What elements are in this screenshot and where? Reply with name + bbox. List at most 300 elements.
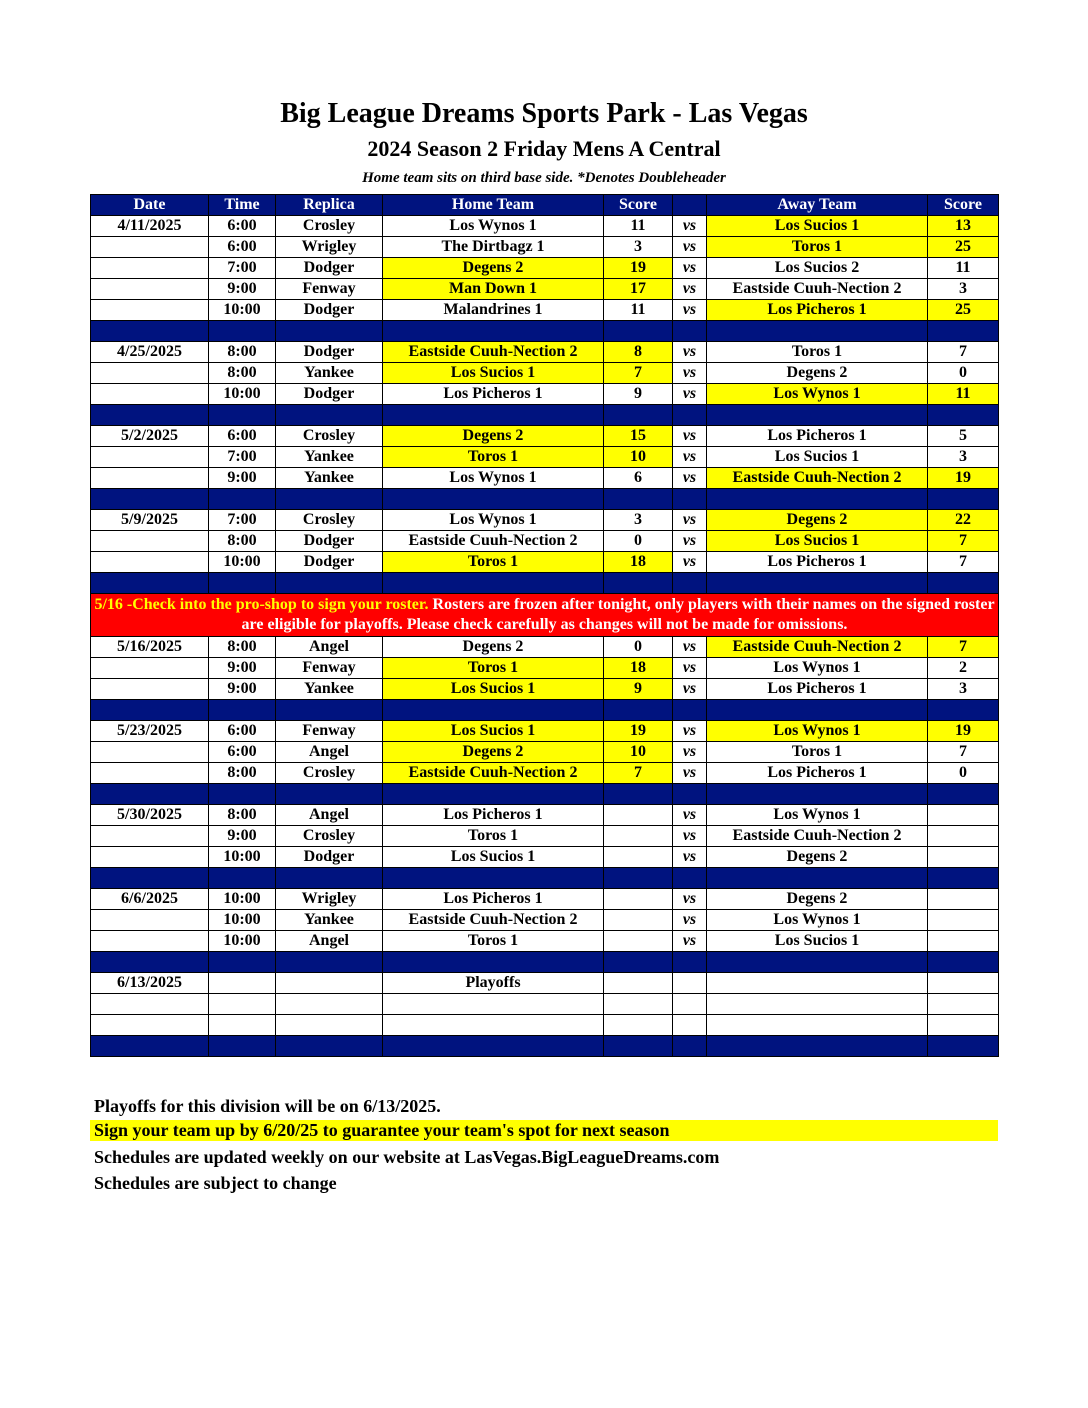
away-team-cell bbox=[707, 1015, 928, 1036]
home-team-cell: Los Wynos 1 bbox=[383, 510, 604, 531]
away-team-cell: Los Sucios 1 bbox=[707, 531, 928, 552]
field-cell: Angel bbox=[276, 931, 383, 952]
separator-row bbox=[91, 700, 999, 721]
separator-cell bbox=[209, 489, 276, 510]
away-team-cell: Toros 1 bbox=[707, 237, 928, 258]
separator-cell bbox=[673, 1036, 707, 1057]
field-cell: Yankee bbox=[276, 447, 383, 468]
separator-cell bbox=[604, 573, 673, 594]
field-cell: Angel bbox=[276, 637, 383, 658]
field-cell: Fenway bbox=[276, 279, 383, 300]
field-cell: Yankee bbox=[276, 679, 383, 700]
table-header-row bbox=[91, 195, 999, 216]
date-cell bbox=[91, 994, 209, 1015]
away-team-cell: Los Picheros 1 bbox=[707, 426, 928, 447]
separator-cell bbox=[276, 1036, 383, 1057]
time-cell: 8:00 bbox=[209, 531, 276, 552]
home-score-cell bbox=[604, 1015, 673, 1036]
separator-cell bbox=[91, 1036, 209, 1057]
separator-cell bbox=[928, 784, 999, 805]
field-cell: Yankee bbox=[276, 468, 383, 489]
date-cell bbox=[91, 531, 209, 552]
field-cell bbox=[276, 994, 383, 1015]
table-row bbox=[91, 889, 999, 910]
home-score-cell: 11 bbox=[604, 300, 673, 321]
away-score-cell bbox=[928, 805, 999, 826]
separator-cell bbox=[209, 573, 276, 594]
away-score-cell: 13 bbox=[928, 216, 999, 237]
separator-cell bbox=[209, 952, 276, 973]
col-vs bbox=[673, 195, 707, 216]
time-cell: 8:00 bbox=[209, 805, 276, 826]
away-team-cell: Degens 2 bbox=[707, 363, 928, 384]
home-team-cell: Malandrines 1 bbox=[383, 300, 604, 321]
away-team-cell: Degens 2 bbox=[707, 510, 928, 531]
col-home-score: Score bbox=[604, 195, 673, 216]
separator-row bbox=[91, 868, 999, 889]
date-cell: 5/2/2025 bbox=[91, 426, 209, 447]
table-row bbox=[91, 637, 999, 658]
home-team-cell: Toros 1 bbox=[383, 931, 604, 952]
home-team-cell: Toros 1 bbox=[383, 447, 604, 468]
home-score-cell: 19 bbox=[604, 258, 673, 279]
away-team-cell: Los Sucios 1 bbox=[707, 216, 928, 237]
separator-cell bbox=[707, 489, 928, 510]
away-team-cell: Los Wynos 1 bbox=[707, 805, 928, 826]
date-cell bbox=[91, 931, 209, 952]
away-team-cell: Toros 1 bbox=[707, 342, 928, 363]
away-score-cell: 0 bbox=[928, 763, 999, 784]
table-row bbox=[91, 216, 999, 237]
time-cell: 7:00 bbox=[209, 447, 276, 468]
table-row bbox=[91, 426, 999, 447]
home-score-cell bbox=[604, 910, 673, 931]
date-cell: 4/25/2025 bbox=[91, 342, 209, 363]
separator-cell bbox=[604, 784, 673, 805]
time-cell: 9:00 bbox=[209, 679, 276, 700]
vs-cell: vs bbox=[673, 826, 707, 847]
col-date: Date bbox=[91, 195, 209, 216]
home-score-cell bbox=[604, 931, 673, 952]
col-home-team: Home Team bbox=[383, 195, 604, 216]
away-score-cell: 25 bbox=[928, 237, 999, 258]
vs-cell: vs bbox=[673, 384, 707, 405]
separator-cell bbox=[707, 573, 928, 594]
time-cell: 6:00 bbox=[209, 216, 276, 237]
col-away-score: Score bbox=[928, 195, 999, 216]
separator-cell bbox=[276, 405, 383, 426]
date-cell bbox=[91, 258, 209, 279]
table-row bbox=[91, 973, 999, 994]
separator-cell bbox=[928, 573, 999, 594]
date-cell bbox=[91, 468, 209, 489]
away-team-cell bbox=[707, 994, 928, 1015]
time-cell: 10:00 bbox=[209, 847, 276, 868]
separator-cell bbox=[91, 784, 209, 805]
table-row bbox=[91, 468, 999, 489]
time-cell: 8:00 bbox=[209, 763, 276, 784]
separator-cell bbox=[673, 573, 707, 594]
vs-cell: vs bbox=[673, 342, 707, 363]
separator-cell bbox=[604, 868, 673, 889]
home-score-cell: 0 bbox=[604, 531, 673, 552]
roster-notice-lead: 5/16 -Check into the pro-shop to sign your roster. bbox=[94, 596, 433, 613]
field-cell: Angel bbox=[276, 805, 383, 826]
table-row bbox=[91, 384, 999, 405]
page-subtitle: 2024 Season 2 Friday Mens A Central bbox=[367, 136, 721, 161]
away-score-cell: 25 bbox=[928, 300, 999, 321]
table-row bbox=[91, 552, 999, 573]
home-team-cell: Toros 1 bbox=[383, 552, 604, 573]
date-cell bbox=[91, 279, 209, 300]
table-row bbox=[91, 279, 999, 300]
col-time: Time bbox=[209, 195, 276, 216]
field-cell: Crosley bbox=[276, 826, 383, 847]
separator-cell bbox=[383, 868, 604, 889]
separator-cell bbox=[383, 784, 604, 805]
away-team-cell: Eastside Cuuh-Nection 2 bbox=[707, 468, 928, 489]
away-team-cell: Degens 2 bbox=[707, 847, 928, 868]
vs-cell: vs bbox=[673, 931, 707, 952]
away-team-cell: Los Wynos 1 bbox=[707, 384, 928, 405]
separator-cell bbox=[276, 784, 383, 805]
separator-cell bbox=[209, 700, 276, 721]
separator-cell bbox=[91, 868, 209, 889]
vs-cell: vs bbox=[673, 763, 707, 784]
table-row bbox=[91, 447, 999, 468]
time-cell: 10:00 bbox=[209, 889, 276, 910]
field-cell: Wrigley bbox=[276, 237, 383, 258]
table-row bbox=[91, 994, 999, 1015]
separator-cell bbox=[209, 321, 276, 342]
table-row bbox=[91, 531, 999, 552]
table-row bbox=[91, 342, 999, 363]
separator-cell bbox=[707, 952, 928, 973]
away-score-cell: 3 bbox=[928, 279, 999, 300]
home-team-cell: Toros 1 bbox=[383, 826, 604, 847]
away-team-cell: Los Sucios 1 bbox=[707, 447, 928, 468]
separator-cell bbox=[209, 1036, 276, 1057]
home-team-cell: Los Wynos 1 bbox=[383, 216, 604, 237]
home-team-cell: Los Sucios 1 bbox=[383, 679, 604, 700]
away-team-cell: Los Wynos 1 bbox=[707, 721, 928, 742]
schedule-body bbox=[91, 216, 999, 1057]
away-team-cell: Los Picheros 1 bbox=[707, 552, 928, 573]
field-cell: Crosley bbox=[276, 763, 383, 784]
separator-cell bbox=[209, 405, 276, 426]
away-score-cell: 11 bbox=[928, 384, 999, 405]
field-cell: Yankee bbox=[276, 363, 383, 384]
separator-cell bbox=[707, 321, 928, 342]
separator-cell bbox=[673, 868, 707, 889]
separator-cell bbox=[91, 952, 209, 973]
separator-cell bbox=[604, 321, 673, 342]
separator-cell bbox=[383, 405, 604, 426]
date-cell bbox=[91, 1015, 209, 1036]
home-score-cell: 3 bbox=[604, 237, 673, 258]
table-row bbox=[91, 658, 999, 679]
col-away-team: Away Team bbox=[707, 195, 928, 216]
home-team-cell: Los Sucios 1 bbox=[383, 363, 604, 384]
home-team-cell: Los Picheros 1 bbox=[383, 889, 604, 910]
field-cell: Dodger bbox=[276, 531, 383, 552]
home-score-cell: 0 bbox=[604, 637, 673, 658]
away-score-cell: 3 bbox=[928, 447, 999, 468]
home-team-cell: The Dirtbagz 1 bbox=[383, 237, 604, 258]
date-cell bbox=[91, 910, 209, 931]
vs-cell: vs bbox=[673, 552, 707, 573]
away-score-cell: 19 bbox=[928, 721, 999, 742]
date-cell bbox=[91, 826, 209, 847]
separator-cell bbox=[604, 489, 673, 510]
home-score-cell: 19 bbox=[604, 721, 673, 742]
separator-cell bbox=[383, 489, 604, 510]
table-row bbox=[91, 742, 999, 763]
footer-playoffs: Playoffs for this division will be on 6/13/2025. bbox=[94, 1096, 441, 1116]
home-team-cell: Toros 1 bbox=[383, 658, 604, 679]
vs-cell: vs bbox=[673, 531, 707, 552]
time-cell: 9:00 bbox=[209, 279, 276, 300]
home-score-cell: 10 bbox=[604, 742, 673, 763]
separator-cell bbox=[707, 1036, 928, 1057]
vs-cell: vs bbox=[673, 447, 707, 468]
separator-cell bbox=[673, 321, 707, 342]
away-score-cell bbox=[928, 889, 999, 910]
home-score-cell: 18 bbox=[604, 552, 673, 573]
time-cell: 10:00 bbox=[209, 300, 276, 321]
time-cell: 7:00 bbox=[209, 258, 276, 279]
vs-cell: vs bbox=[673, 363, 707, 384]
field-cell: Dodger bbox=[276, 552, 383, 573]
home-score-cell: 7 bbox=[604, 763, 673, 784]
home-score-cell bbox=[604, 847, 673, 868]
table-row bbox=[91, 1015, 999, 1036]
separator-cell bbox=[928, 405, 999, 426]
separator-cell bbox=[209, 868, 276, 889]
date-cell bbox=[91, 742, 209, 763]
separator-cell bbox=[673, 489, 707, 510]
table-row bbox=[91, 510, 999, 531]
home-team-cell: Los Wynos 1 bbox=[383, 468, 604, 489]
field-cell: Angel bbox=[276, 742, 383, 763]
time-cell bbox=[209, 1015, 276, 1036]
separator-cell bbox=[383, 573, 604, 594]
home-team-cell: Degens 2 bbox=[383, 742, 604, 763]
time-cell: 7:00 bbox=[209, 510, 276, 531]
away-score-cell: 2 bbox=[928, 658, 999, 679]
footer-website: Schedules are updated weekly on our website at LasVegas.BigLeagueDreams.com bbox=[94, 1147, 720, 1167]
home-score-cell: 11 bbox=[604, 216, 673, 237]
away-team-cell: Los Picheros 1 bbox=[707, 679, 928, 700]
table-row bbox=[91, 679, 999, 700]
separator-cell bbox=[928, 321, 999, 342]
col-replica: Replica bbox=[276, 195, 383, 216]
separator-cell bbox=[91, 321, 209, 342]
vs-cell: vs bbox=[673, 679, 707, 700]
separator-cell bbox=[604, 405, 673, 426]
date-cell bbox=[91, 237, 209, 258]
home-team-cell: Playoffs bbox=[383, 973, 604, 994]
separator-cell bbox=[276, 952, 383, 973]
time-cell: 6:00 bbox=[209, 426, 276, 447]
separator-cell bbox=[707, 868, 928, 889]
separator-cell bbox=[91, 489, 209, 510]
separator-cell bbox=[928, 1036, 999, 1057]
separator-cell bbox=[276, 489, 383, 510]
date-cell: 6/13/2025 bbox=[91, 973, 209, 994]
home-score-cell: 10 bbox=[604, 447, 673, 468]
roster-notice bbox=[91, 594, 999, 637]
home-team-cell: Eastside Cuuh-Nection 2 bbox=[383, 342, 604, 363]
vs-cell: vs bbox=[673, 721, 707, 742]
separator-row bbox=[91, 573, 999, 594]
time-cell: 8:00 bbox=[209, 637, 276, 658]
home-team-cell: Degens 2 bbox=[383, 637, 604, 658]
away-score-cell bbox=[928, 973, 999, 994]
table-row bbox=[91, 258, 999, 279]
home-score-cell: 7 bbox=[604, 363, 673, 384]
separator-cell bbox=[928, 952, 999, 973]
field-cell: Crosley bbox=[276, 426, 383, 447]
home-score-cell: 3 bbox=[604, 510, 673, 531]
home-score-cell: 15 bbox=[604, 426, 673, 447]
field-cell: Dodger bbox=[276, 847, 383, 868]
time-cell: 10:00 bbox=[209, 931, 276, 952]
away-score-cell bbox=[928, 931, 999, 952]
home-team-cell: Los Picheros 1 bbox=[383, 384, 604, 405]
home-team-cell: Degens 2 bbox=[383, 258, 604, 279]
vs-cell: vs bbox=[673, 658, 707, 679]
vs-cell bbox=[673, 973, 707, 994]
away-score-cell: 7 bbox=[928, 342, 999, 363]
time-cell: 9:00 bbox=[209, 826, 276, 847]
separator-cell bbox=[91, 573, 209, 594]
separator-row bbox=[91, 489, 999, 510]
away-score-cell: 0 bbox=[928, 363, 999, 384]
away-team-cell: Los Wynos 1 bbox=[707, 910, 928, 931]
away-score-cell bbox=[928, 847, 999, 868]
footer-disclaimer: Schedules are subject to change bbox=[94, 1173, 337, 1193]
separator-cell bbox=[673, 700, 707, 721]
home-score-cell: 8 bbox=[604, 342, 673, 363]
home-team-cell: Eastside Cuuh-Nection 2 bbox=[383, 910, 604, 931]
away-score-cell: 7 bbox=[928, 531, 999, 552]
home-score-cell: 18 bbox=[604, 658, 673, 679]
home-score-cell bbox=[604, 994, 673, 1015]
page-title: Big League Dreams Sports Park - Las Vegas bbox=[280, 98, 808, 129]
vs-cell: vs bbox=[673, 216, 707, 237]
home-score-cell: 9 bbox=[604, 384, 673, 405]
away-team-cell bbox=[707, 973, 928, 994]
field-cell bbox=[276, 1015, 383, 1036]
time-cell bbox=[209, 973, 276, 994]
separator-cell bbox=[673, 784, 707, 805]
vs-cell: vs bbox=[673, 258, 707, 279]
separator-cell bbox=[276, 868, 383, 889]
home-team-cell bbox=[383, 994, 604, 1015]
away-score-cell bbox=[928, 1015, 999, 1036]
date-cell bbox=[91, 363, 209, 384]
away-score-cell: 5 bbox=[928, 426, 999, 447]
separator-row bbox=[91, 321, 999, 342]
away-score-cell: 3 bbox=[928, 679, 999, 700]
date-cell bbox=[91, 763, 209, 784]
away-score-cell bbox=[928, 994, 999, 1015]
time-cell: 9:00 bbox=[209, 658, 276, 679]
date-cell bbox=[91, 552, 209, 573]
separator-cell bbox=[383, 700, 604, 721]
away-team-cell: Eastside Cuuh-Nection 2 bbox=[707, 637, 928, 658]
date-cell bbox=[91, 658, 209, 679]
vs-cell: vs bbox=[673, 468, 707, 489]
home-score-cell bbox=[604, 889, 673, 910]
vs-cell: vs bbox=[673, 237, 707, 258]
separator-cell bbox=[276, 321, 383, 342]
field-cell: Dodger bbox=[276, 384, 383, 405]
date-cell bbox=[91, 384, 209, 405]
away-score-cell: 22 bbox=[928, 510, 999, 531]
vs-cell: vs bbox=[673, 510, 707, 531]
field-cell: Crosley bbox=[276, 216, 383, 237]
away-score-cell: 19 bbox=[928, 468, 999, 489]
separator-cell bbox=[604, 952, 673, 973]
field-cell: Dodger bbox=[276, 300, 383, 321]
away-team-cell: Los Sucios 2 bbox=[707, 258, 928, 279]
table-row bbox=[91, 826, 999, 847]
date-cell: 5/9/2025 bbox=[91, 510, 209, 531]
time-cell: 10:00 bbox=[209, 384, 276, 405]
separator-cell bbox=[91, 700, 209, 721]
home-score-cell: 6 bbox=[604, 468, 673, 489]
field-cell: Crosley bbox=[276, 510, 383, 531]
time-cell: 10:00 bbox=[209, 910, 276, 931]
time-cell: 10:00 bbox=[209, 552, 276, 573]
table-row bbox=[91, 300, 999, 321]
separator-cell bbox=[276, 700, 383, 721]
away-team-cell: Toros 1 bbox=[707, 742, 928, 763]
away-team-cell: Los Wynos 1 bbox=[707, 658, 928, 679]
separator-cell bbox=[604, 1036, 673, 1057]
away-score-cell bbox=[928, 826, 999, 847]
away-team-cell: Eastside Cuuh-Nection 2 bbox=[707, 826, 928, 847]
header-note: Home team sits on third base side. *Denotes Doubleheader bbox=[362, 170, 726, 186]
table-row bbox=[91, 237, 999, 258]
home-team-cell bbox=[383, 1015, 604, 1036]
field-cell: Dodger bbox=[276, 258, 383, 279]
time-cell: 8:00 bbox=[209, 342, 276, 363]
vs-cell: vs bbox=[673, 279, 707, 300]
vs-cell bbox=[673, 1015, 707, 1036]
separator-cell bbox=[928, 868, 999, 889]
field-cell bbox=[276, 973, 383, 994]
separator-row bbox=[91, 1036, 999, 1057]
time-cell bbox=[209, 994, 276, 1015]
separator-row bbox=[91, 784, 999, 805]
vs-cell: vs bbox=[673, 910, 707, 931]
vs-cell: vs bbox=[673, 889, 707, 910]
home-team-cell: Degens 2 bbox=[383, 426, 604, 447]
separator-cell bbox=[928, 489, 999, 510]
separator-cell bbox=[383, 952, 604, 973]
home-team-cell: Los Sucios 1 bbox=[383, 847, 604, 868]
away-team-cell: Los Picheros 1 bbox=[707, 763, 928, 784]
table-row bbox=[91, 721, 999, 742]
vs-cell: vs bbox=[673, 742, 707, 763]
time-cell: 6:00 bbox=[209, 237, 276, 258]
home-team-cell: Man Down 1 bbox=[383, 279, 604, 300]
time-cell: 9:00 bbox=[209, 468, 276, 489]
home-team-cell: Eastside Cuuh-Nection 2 bbox=[383, 531, 604, 552]
